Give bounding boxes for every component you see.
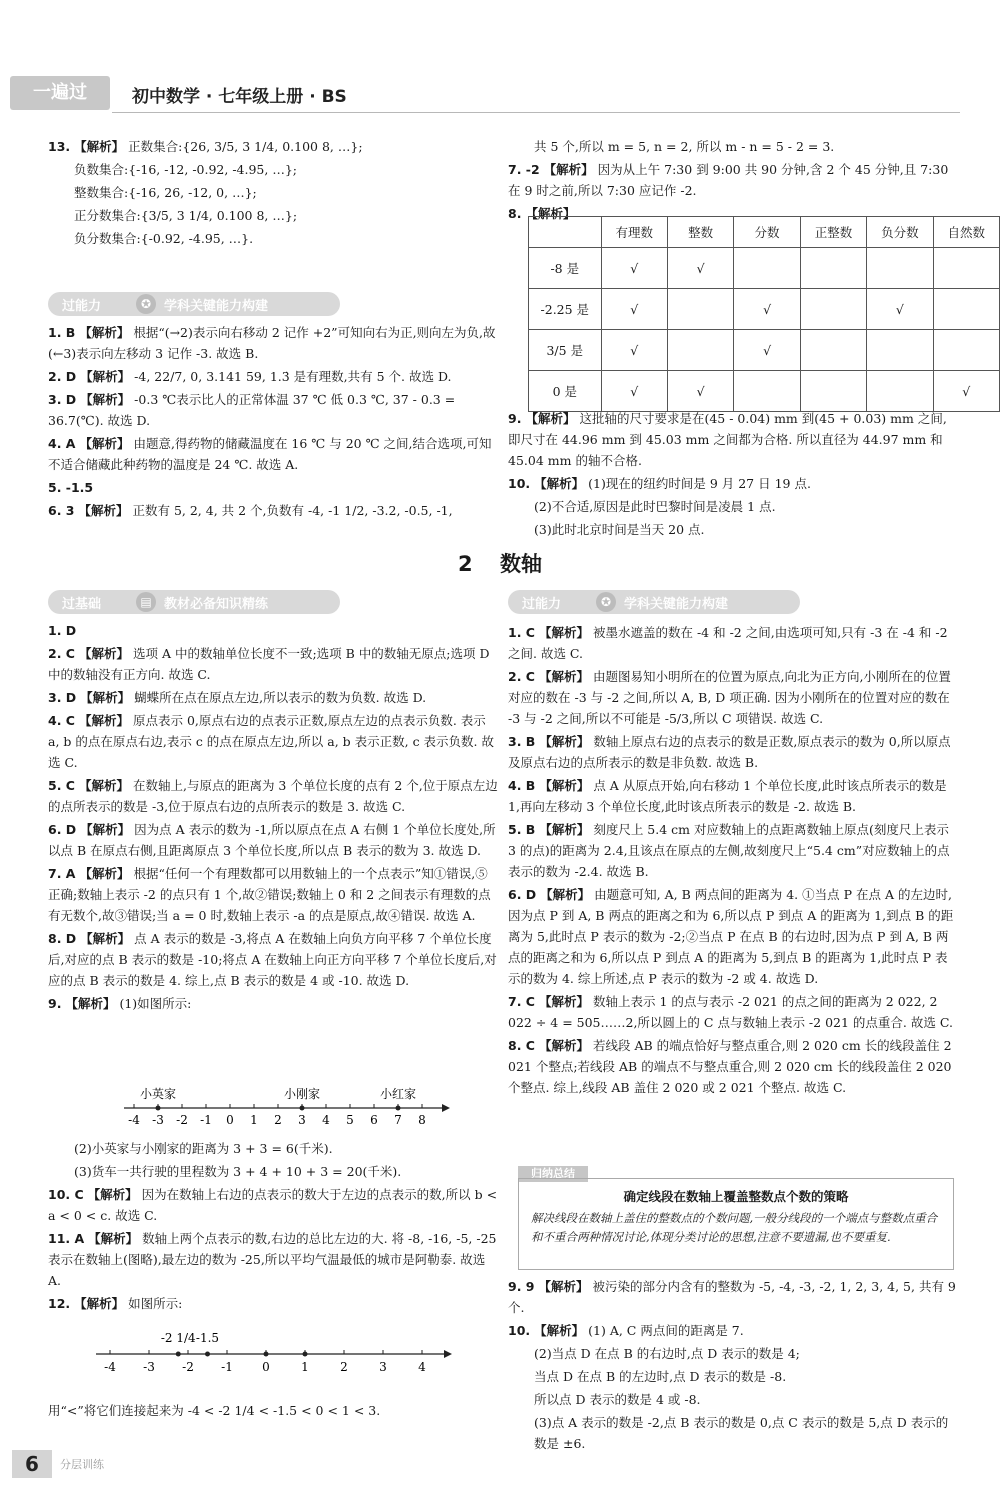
- tick-label: 1: [250, 1113, 258, 1127]
- tick-label: 4: [418, 1360, 426, 1374]
- answer-number: 1. D: [48, 623, 77, 638]
- answer-item: [48, 366, 498, 387]
- tick-label: -4: [104, 1360, 116, 1374]
- answer-number: 2. C: [48, 646, 75, 661]
- answer-text: 蝴蝶所在点在原点左边,所以表示的数为负数. 故选 D.: [134, 690, 427, 705]
- inequality-chain: 用“<”将它们连接起来为 -4 < -2 1/4 < -1.5 < 0 < 1 < 3.: [48, 1403, 381, 1418]
- answer-number: 2. D: [48, 369, 77, 384]
- answer-text: 因为点 A 表示的数为 -1,所以原点在点 A 右侧 1 个单位长度处,所以点 B 在原点右侧,且距离原点 3 个单位长度,所以点 B 表示的数为 3. 故选 D.: [48, 822, 496, 858]
- answer-text: 正数集合:{26, 3/5, 3 1/4, 0.100 8, …};: [128, 139, 363, 154]
- analysis-tag: 【解析】: [534, 1323, 585, 1338]
- answer-number: 6. D: [508, 887, 537, 902]
- answer-text: 刻度尺上 5.4 cm 对应数轴上的点距离数轴上原点(刻度尺上表示 3 的点)的距离为 2.4,且该点在原点的左侧,故刻度尺上“5.4 cm”对应数轴上的点表示的数为 -2.4. 故选 B.: [508, 822, 950, 879]
- answer-text: 原点表示 0,原点右边的点表示正数,原点左边的点表示负数. 表示 a, b 的点在原点右边,表示 c 的点在原点左边,所以 a, b 表示正数, c 表示负数. 故选 C.: [48, 713, 494, 770]
- answer-item: [48, 775, 498, 817]
- number-line-q12: [92, 1320, 452, 1380]
- answer-text: 整数集合:{-16, 26, -12, 0, …};: [74, 185, 257, 200]
- analysis-tag: 【解析】: [525, 206, 576, 221]
- analysis-tag: 【解析】: [538, 1279, 589, 1294]
- place-label: 小英家: [139, 1087, 177, 1101]
- answer-text: 数轴上原点右边的点表示的数是正数,原点表示的数为 0,所以原点及原点右边的点所表示的数是非负数. 故选 B.: [508, 734, 951, 770]
- medal-icon: ✪: [136, 294, 156, 314]
- analysis-tag: 【解析】: [539, 734, 590, 749]
- answer-text: 负数集合:{-16, -12, -0.92, -4.95̇, …};: [74, 162, 297, 177]
- tick-label: 3: [379, 1360, 387, 1374]
- answer-number: 12.: [48, 1296, 71, 1311]
- answer-item: [508, 136, 958, 157]
- table-header-cell: 正整数: [800, 217, 866, 248]
- row-label: -2.25 是: [529, 289, 602, 330]
- analysis-tag: 【解析】: [88, 1231, 139, 1246]
- summary-box: [518, 1178, 954, 1270]
- answer-item: [48, 1293, 498, 1314]
- analysis-tag: 【解析】: [540, 887, 591, 902]
- number-line-q9: [120, 1080, 450, 1136]
- check-cell: [867, 371, 933, 412]
- answer-number: 1. B: [48, 325, 76, 340]
- page-header: [0, 70, 1000, 114]
- point-marker: [396, 1106, 401, 1111]
- analysis-tag: 【解析】: [79, 325, 130, 340]
- answers-ability-2: [508, 622, 958, 1100]
- table-header-cell: 分数: [734, 217, 800, 248]
- answer-number: 2. C: [508, 669, 535, 684]
- analysis-tag: 【解析】: [79, 866, 130, 881]
- answer-number: 9. 9: [508, 1279, 535, 1294]
- answer-item: [508, 775, 958, 817]
- answer-item: [48, 322, 498, 364]
- check-cell: √: [933, 371, 999, 412]
- check-cell: [800, 371, 866, 412]
- answer-item: [48, 1184, 498, 1226]
- answer-item: [508, 1343, 958, 1364]
- answer-text: 共 5 个,所以 m = 5, n = 2, 所以 m - n = 5 - 2 = 3.: [534, 139, 835, 154]
- tick-label: 5: [346, 1113, 354, 1127]
- answer-item: [508, 1389, 958, 1410]
- answer-item: [508, 1366, 958, 1387]
- answer-number: 4. A: [48, 436, 76, 451]
- point-marker: [303, 1352, 308, 1357]
- answer-number: 11. A: [48, 1231, 85, 1246]
- check-cell: [800, 330, 866, 371]
- analysis-tag: 【解析】: [87, 1187, 138, 1202]
- check-cell: √: [601, 330, 667, 371]
- answer-number: 6. D: [48, 822, 77, 837]
- banner-basic: [48, 590, 340, 614]
- table-header-cell: 自然数: [933, 217, 999, 248]
- answers-basic-2: [48, 1138, 498, 1316]
- answer-number: 7. A: [48, 866, 76, 881]
- answer-text: 点 A 表示的数是 -3,将点 A 在数轴上向负方向平移 7 个单位长度后,对应的点 B 表示的数是 -10;将点 A 在数轴上向正方向平移 7 个单位长度后,对应的点 B 表示的数是 4. 综上,点 B 表示的数是 4 或 -10. 故选 D.: [48, 931, 497, 988]
- page-number: 6: [12, 1450, 52, 1478]
- book-icon: ▤: [136, 592, 156, 612]
- answer-number: 7. -2: [508, 162, 540, 177]
- answer-number: 5. C: [48, 778, 75, 793]
- answer-number: 8.: [508, 206, 522, 221]
- banner-ability-2: [508, 590, 800, 614]
- check-cell: [800, 289, 866, 330]
- answer-text: (1) A, C 两点间的距离是 7.: [588, 1323, 744, 1338]
- answer-item: [48, 159, 498, 180]
- answer-text: -0.3 ℃表示比人的正常体温 37 ℃ 低 0.3 ℃, 37 - 0.3 = 36.7(℃). 故选 D.: [48, 392, 456, 428]
- answer-number: 5. -1.5: [48, 480, 94, 495]
- answer-item: [48, 863, 498, 926]
- answers-right-top: [508, 136, 958, 226]
- check-cell: √: [667, 371, 733, 412]
- analysis-tag: 【解析】: [78, 778, 129, 793]
- answer-number: 10. C: [48, 1187, 84, 1202]
- answer-text: (1)如图所示:: [119, 996, 192, 1011]
- point-label: -2 1/4: [160, 1331, 196, 1345]
- answers-right-9-10b: [508, 1276, 958, 1456]
- analysis-tag: 【解析】: [79, 436, 130, 451]
- row-label: -8 是: [529, 248, 602, 289]
- answer-item: [48, 819, 498, 861]
- brand-logo: 一遍过: [10, 76, 110, 110]
- check-cell: √: [601, 371, 667, 412]
- analysis-tag: 【解析】: [80, 690, 131, 705]
- answer-item: [508, 473, 958, 494]
- analysis-tag: 【解析】: [543, 162, 594, 177]
- table-row: [529, 248, 1000, 289]
- table-header-cell: 有理数: [601, 217, 667, 248]
- answer-text: 由题意可知, A, B 两点间的距离为 4. ①当点 P 在点 A 的左边时,因为点 P 到 A, B 两点的距离之和为 6,所以点 P 到点 A 的距离为 1,到点 B 的距离为 5,此时点 P 表示的数为 -2;②当点 P 在点 B 的右边时,因为点 P 到 A, B 两点的距离之和为 6,所以点 P 到点 A 的距离为 5,到点 B 的距离为 1,此时点 P 表示的数为 4. 综上所述,点 P 表示的数为 -2 或 4. 故选 D.: [508, 887, 954, 986]
- answer-item: [508, 666, 958, 729]
- banner-subtitle: 教材必备知识精练: [164, 597, 269, 612]
- answer-text: 数轴上两个点表示的数,右边的总比左边的大. 将 -8, -16, -5, -25 表示在数轴上(图略),最左边的数为 -25,所以平均气温最低的城市是阿勒泰. 故选 A.: [48, 1231, 497, 1288]
- answer-number: 8. D: [48, 931, 77, 946]
- answer-item: [508, 1035, 958, 1098]
- analysis-tag: 【解析】: [538, 1038, 589, 1053]
- answer-text: (2)不合适,原因是此时巴黎时间是凌晨 1 点.: [534, 499, 776, 514]
- tick-label: -1: [221, 1360, 233, 1374]
- answer-number: 4. C: [48, 713, 75, 728]
- analysis-tag: 【解析】: [78, 503, 129, 518]
- summary-tag: 归纳总结: [518, 1166, 588, 1182]
- place-label: 小刚家: [283, 1087, 321, 1101]
- check-cell: [933, 289, 999, 330]
- place-label: 小红家: [379, 1087, 417, 1101]
- answer-text: 正分数集合:{3/5, 3 1/4, 0.100 8, …};: [74, 208, 298, 223]
- point-marker: [264, 1352, 269, 1357]
- answer-item: [508, 408, 958, 471]
- book-title: 初中数学 · 七年级上册 · BS: [132, 87, 347, 107]
- answer-item: [48, 1228, 498, 1291]
- tick-label: -1: [200, 1113, 212, 1127]
- analysis-tag: 【解析】: [80, 822, 131, 837]
- answer-item: [508, 622, 958, 664]
- table-header-cell: [529, 217, 602, 248]
- row-label: 3/5 是: [529, 330, 602, 371]
- analysis-tag: 【解析】: [538, 669, 589, 684]
- banner-label: 过能力: [62, 299, 102, 314]
- check-cell: [734, 371, 800, 412]
- answer-text: 正数有 5, 2, 4, 共 2 个,负数有 -4, -1 1/2, -3.2, -0.5, -1,: [132, 503, 453, 518]
- classification-table: [528, 216, 1000, 412]
- check-cell: √: [601, 289, 667, 330]
- answer-item: [48, 928, 498, 991]
- answer-number: 3. D: [48, 392, 77, 407]
- answer-text: 根据“任何一个有理数都可以用数轴上的一个点表示”知①错误,⑤正确;数轴上表示 -2 的点只有 1 个,故②错误;数轴上 0 和 2 之间表示有理数的点有无数个,故③错误;当 a = 0 时,数轴上表示 -a 的点是原点,故④错误. 故选 A.: [48, 866, 491, 923]
- table-row: [529, 289, 1000, 330]
- point-marker: [176, 1352, 181, 1357]
- analysis-tag: 【解析】: [78, 646, 129, 661]
- check-cell: [667, 330, 733, 371]
- answer-item: [48, 136, 498, 157]
- analysis-tag: 【解析】: [534, 476, 585, 491]
- answer-item: [508, 991, 958, 1033]
- answer-item: [48, 1138, 498, 1159]
- analysis-tag: 【解析】: [74, 139, 125, 154]
- answer-item: [48, 1161, 498, 1182]
- answer-item: [508, 519, 958, 540]
- answer-text: 在数轴上,与原点的距离为 3 个单位长度的点有 2 个,位于原点左边的点所表示的数是 -3,位于原点右边的点所表示的数是 3. 故选 C.: [48, 778, 498, 814]
- answers-right-9-10: [508, 408, 958, 542]
- answer-number: 8. C: [508, 1038, 535, 1053]
- tick-label: 4: [322, 1113, 330, 1127]
- answers-ability-1: [48, 322, 498, 523]
- answer-item: [48, 687, 498, 708]
- tick-label: 1: [301, 1360, 309, 1374]
- answer-item: [508, 731, 958, 773]
- answer-text: 负分数集合:{-0.92, -4.95̇, …}.: [74, 231, 254, 246]
- answer-item: [48, 433, 498, 475]
- answer-item: [508, 819, 958, 882]
- check-cell: √: [667, 248, 733, 289]
- tick-label: -3: [143, 1360, 155, 1374]
- table-row: [529, 371, 1000, 412]
- answer-item: [48, 993, 498, 1014]
- analysis-tag: 【解析】: [80, 392, 131, 407]
- answer-text: 点 A 从原点开始,向右移动 1 个单位长度,此时该点所表示的数是 1,再向左移动 3 个单位长度,此时该点所表示的数是 -2. 故选 B.: [508, 778, 947, 814]
- answer-text: (2)当点 D 在点 B 的右边时,点 D 表示的数是 4;: [534, 1346, 800, 1361]
- answer-text: -4, 22/7, 0, 3.141 59, 1.3̇ 是有理数,共有 5 个. 故选 D.: [134, 369, 452, 384]
- answer-item: [508, 1412, 958, 1454]
- point-marker: [156, 1106, 161, 1111]
- answer-text: (3)货车一共行驶的里程数为 3 + 4 + 10 + 3 = 20(千米).: [74, 1164, 402, 1179]
- answer-item: [48, 389, 498, 431]
- answer-text: (1)现在的纽约时间是 9 月 27 日 19 点.: [588, 476, 811, 491]
- tick-label: -2: [182, 1360, 194, 1374]
- tick-label: -3: [152, 1113, 164, 1127]
- check-cell: [867, 330, 933, 371]
- tick-label: -4: [128, 1113, 140, 1127]
- answer-text: 这批轴的尺寸要求是在(45 - 0.04) mm 到(45 + 0.03) mm 之间,即尺寸在 44.96 mm 到 45.03 mm 之间都为合格. 所以直径为 44.97 mm 和 45.04 mm 的轴不合格.: [508, 411, 947, 468]
- answer-number: 10.: [508, 1323, 531, 1338]
- answers-basic: [48, 620, 498, 1016]
- tick-label: -2: [176, 1113, 188, 1127]
- tick-label: 8: [418, 1113, 426, 1127]
- answer-number: 3. B: [508, 734, 536, 749]
- analysis-tag: 【解析】: [538, 625, 589, 640]
- answer-text: 若线段 AB 的端点恰好与整点重合,则 2 020 cm 长的线段盖住 2 021 个整点;若线段 AB 的端点不与整点重合,则 2 020 cm 长的线段盖住 2 020 个整点. 综上,线段 AB 盖住 2 020 或 2 021 个整点. 故选 C.: [508, 1038, 952, 1095]
- row-label: 0 是: [529, 371, 602, 412]
- analysis-tag: 【解析】: [538, 994, 589, 1009]
- answer-item: [48, 228, 498, 249]
- analysis-tag: 【解析】: [525, 411, 576, 426]
- answer-text: 选项 A 中的数轴单位长度不一致;选项 B 中的数轴无原点;选项 D 中的数轴没有正方向. 故选 C.: [48, 646, 490, 682]
- answer-number: 5. B: [508, 822, 536, 837]
- section-title: 数轴: [499, 552, 542, 576]
- table-header-cell: 整数: [667, 217, 733, 248]
- axis-arrow-icon: [444, 1350, 452, 1358]
- banner-ability-top: [48, 292, 340, 316]
- tick-label: 2: [274, 1113, 282, 1127]
- tick-label: 6: [370, 1113, 378, 1127]
- answer-text: (3)点 A 表示的数是 -2,点 B 表示的数是 0,点 C 表示的数是 5,点 D 表示的数是 ±6.: [534, 1415, 949, 1451]
- banner-subtitle: 学科关键能力构建: [164, 299, 269, 314]
- answer-text: 由题图易知小明所在的位置为原点,向北为正方向,小刚所在的位置对应的数在 -3 与 -2 之间,所以 A, B, D 项正确. 因为小刚所在的位置对应的数在 -3 与 -2 之间,所以不可能是 -5/3,所以 C 项错误. 故选 C.: [508, 669, 951, 726]
- answer-number: 13.: [48, 139, 71, 154]
- answer-number: 6. 3: [48, 503, 75, 518]
- tick-label: 2: [340, 1360, 348, 1374]
- point-marker: [300, 1106, 305, 1111]
- footer-label: 分层训练: [60, 1458, 104, 1471]
- check-cell: [933, 248, 999, 289]
- tick-label: 0: [262, 1360, 270, 1374]
- banner-subtitle: 学科关键能力构建: [624, 597, 729, 612]
- analysis-tag: 【解析】: [78, 713, 129, 728]
- answer-item: [508, 884, 958, 989]
- check-cell: √: [734, 289, 800, 330]
- analysis-tag: 【解析】: [80, 369, 131, 384]
- answer-text: 因为在数轴上右边的点表示的数大于左边的点表示的数,所以 b < a < 0 < c. 故选 C.: [48, 1187, 498, 1223]
- answer-number: 9.: [508, 411, 522, 426]
- answer-text: (3)此时北京时间是当天 20 点.: [534, 522, 705, 537]
- answer-item: [48, 620, 498, 641]
- answer-item: [48, 205, 498, 226]
- table-row: [529, 330, 1000, 371]
- tick-label: 7: [394, 1113, 402, 1127]
- check-cell: [734, 248, 800, 289]
- answer-item: [48, 643, 498, 685]
- answer-text: 根据“(→2)表示向右移动 2 记作 +2”可知向右为正,则向左为负,故(←3)表示向左移动 3 记作 -3. 故选 B.: [48, 325, 496, 361]
- answer-text: 如图所示:: [128, 1296, 183, 1311]
- answer-number: 4. B: [508, 778, 536, 793]
- check-cell: [667, 289, 733, 330]
- answer-text: 被污染的部分内含有的整数为 -5, -4, -3, -2, 1, 2, 3, 4, 5, 共有 9 个.: [508, 1279, 956, 1315]
- answer-number: 3. D: [48, 690, 77, 705]
- answer-item: [48, 500, 498, 521]
- answers-13: [48, 136, 498, 251]
- analysis-tag: 【解析】: [65, 996, 116, 1011]
- answer-text: 因为从上午 7:30 到 9:00 共 90 分钟,含 2 个 45 分钟,且 7:30 在 9 时之前,所以 7:30 应记作 -2.: [508, 162, 949, 198]
- answer-number: 9.: [48, 996, 62, 1011]
- axis-arrow-icon: [442, 1104, 450, 1112]
- section-number: 2: [458, 552, 473, 576]
- header-divider: [112, 112, 960, 113]
- tick-label: 0: [226, 1113, 234, 1127]
- banner-label: 过基础: [62, 597, 102, 612]
- answer-item: [508, 1276, 958, 1318]
- check-cell: √: [734, 330, 800, 371]
- analysis-tag: 【解析】: [80, 931, 131, 946]
- analysis-tag: 【解析】: [74, 1296, 125, 1311]
- answer-text: (2)小英家与小刚家的距离为 3 + 3 = 6(千米).: [74, 1141, 333, 1156]
- answer-item: [48, 182, 498, 203]
- banner-label: 过能力: [522, 597, 562, 612]
- answer-number: 10.: [508, 476, 531, 491]
- summary-title: 确定线段在数轴上覆盖整数点个数的策略: [623, 1189, 849, 1204]
- answer-text: 数轴上表示 1 的点与表示 -2 021 的点之间的距离为 2 022, 2 022 ÷ 4 = 505……2,所以圆上的 C 点与数轴上表示 -2 021 的点重合. 故选 C.: [508, 994, 953, 1030]
- answer-number: 7. C: [508, 994, 535, 1009]
- section-heading: [0, 548, 1000, 578]
- check-cell: √: [867, 289, 933, 330]
- summary-body: 解决线段在数轴上盖住的整数点的个数问题,一般分线段的一个端点与整数点重合和不重合两种情况讨论,体现分类讨论的思想,注意不要遗漏,也不要重复.: [531, 1211, 938, 1244]
- answer-text: 所以点 D 表示的数是 4 或 -8.: [534, 1392, 701, 1407]
- analysis-tag: 【解析】: [539, 778, 590, 793]
- answer-text: 被墨水遮盖的数在 -4 和 -2 之间,由选项可知,只有 -3 在 -4 和 -2 之间. 故选 C.: [508, 625, 948, 661]
- check-cell: [867, 248, 933, 289]
- answer-item: [48, 477, 498, 498]
- tick-label: 3: [298, 1113, 306, 1127]
- answer-number: 1. C: [508, 625, 535, 640]
- point-marker: [205, 1352, 210, 1357]
- medal-icon: ✪: [596, 592, 616, 612]
- analysis-tag: 【解析】: [539, 822, 590, 837]
- answer-item: [508, 496, 958, 517]
- check-cell: [800, 248, 866, 289]
- answer-item: [508, 1320, 958, 1341]
- answer-item: [48, 710, 498, 773]
- point-label: -1.5: [195, 1331, 220, 1345]
- check-cell: [933, 330, 999, 371]
- answer-item: [508, 159, 958, 201]
- answer-12-conclusion: [48, 1400, 498, 1421]
- answer-text: 由题意,得药物的储藏温度在 16 ℃ 与 20 ℃ 之间,结合选项,可知不适合储藏此种药物的温度是 24 ℃. 故选 A.: [48, 436, 492, 472]
- answer-text: 当点 D 在点 B 的左边时,点 D 表示的数是 -8.: [534, 1369, 787, 1384]
- check-cell: √: [601, 248, 667, 289]
- table-header-cell: 负分数: [867, 217, 933, 248]
